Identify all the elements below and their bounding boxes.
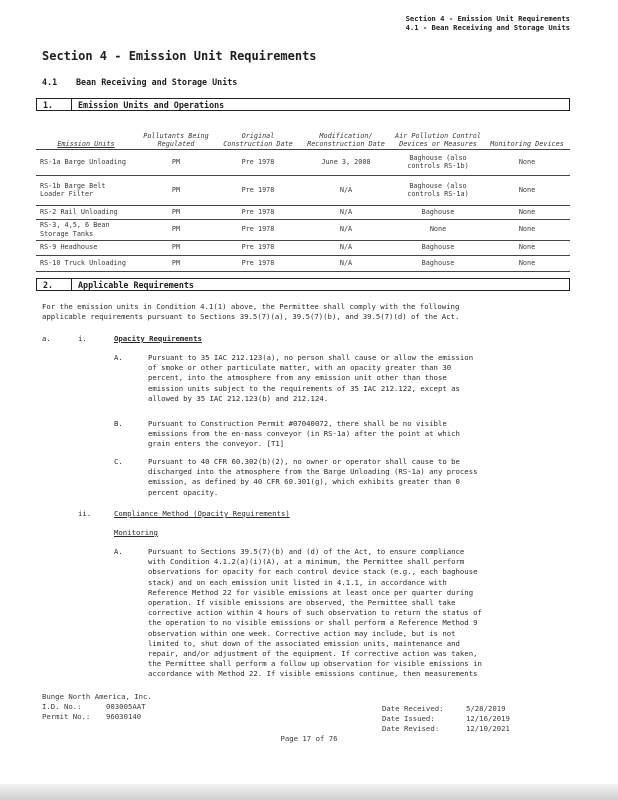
table-cell: N/A (300, 240, 392, 255)
scan-page-edge (0, 784, 618, 800)
col-header-pollutants: Pollutants Being Regulated (143, 131, 209, 148)
col-header-modification-date: Modification/ Reconstruction Date (307, 131, 385, 148)
footer-permit-label: Permit No.: (42, 712, 91, 722)
footer-received-label: Date Received: (382, 704, 444, 713)
table-cell: Pre 1978 (216, 255, 300, 271)
table-cell: Baghouse (also controls RS-1b) (392, 149, 484, 175)
intro-line: For the emission units in Condition 4.1(1) above, the Permittee shall comply with the following (42, 302, 460, 311)
table-cell: Pre 1978 (216, 240, 300, 255)
item-a-label: A. (114, 353, 123, 362)
footer-company: Bunge North America, Inc. (42, 692, 152, 701)
table-cell: Baghouse (392, 205, 484, 219)
table-row (36, 240, 570, 255)
table-cell: PM (136, 175, 216, 205)
col-header-construction-date: Original Construction Date (223, 131, 293, 148)
table-cell: Pre 1978 (216, 205, 300, 219)
opacity-requirements-heading: Opacity Requirements (114, 334, 202, 343)
col-header-monitoring-devices: Monitoring Devices (490, 139, 564, 148)
table-row (36, 175, 570, 205)
footer-revised-value: 12/10/2021 (466, 724, 510, 734)
compliance-method-heading: Compliance Method (Opacity Requirements) (114, 509, 290, 518)
table-cell: PM (136, 255, 216, 271)
table-cell: PM (136, 149, 216, 175)
table-row (36, 219, 570, 240)
part-a-letter: a. (42, 334, 51, 343)
table-cell: None (484, 205, 570, 219)
monitoring-item-a-label: A. (114, 547, 123, 556)
table-cell: PM (136, 205, 216, 219)
subsection-number: 4.1 (42, 77, 58, 87)
table-cell: Pre 1978 (216, 219, 300, 240)
page-number: Page 17 of 76 (280, 734, 338, 743)
box1-number: 1. (43, 100, 54, 110)
table-cell: None (392, 219, 484, 240)
footer-revised-label: Date Revised: (382, 724, 440, 734)
col-header-control-devices: Air Pollution Control Devices or Measures (395, 131, 481, 148)
subsection-name: Bean Receiving and Storage Units (76, 77, 238, 87)
table-cell: RS-9 Headhouse (36, 240, 136, 255)
table-cell: N/A (300, 205, 392, 219)
running-header-line2: 4.1 - Bean Receiving and Storage Units (405, 23, 570, 32)
table-cell: RS-3, 4,5, 6 Bean Storage Tanks (36, 219, 136, 240)
monitoring-item-a-text: Pursuant to Sections 39.5(7)(b) and (d) of the Act, to ensure compliance with Condition 4.1.2(a)(i)(A), at a minimum, the Permittee shall perform observations for opacity for each control device stack (e.g., each baghouse stack) and on each emission unit listed in 4.1.1, in accordance with Reference Method 22 for visible emissions at least once per quarter during operation. If visible emissions are observed, the Permittee shall take corrective action within 4 hours of such observation to return the status of the operation to no visible emissions or shall perform a Reference Method 9 observation within one week. Corrective action may include, but is not limited to, shut down of the associated emission units, maintenance and repair, and/or adjustment of the equipment. If corrective action was taken, the Permittee shall perform a follow up observation for visible emissions in accordance with Method 22. If visible emissions continue, then measurements (148, 547, 482, 679)
emission-units-table (36, 120, 570, 272)
table-cell: N/A (300, 219, 392, 240)
footer-id-label: I.D. No.: (42, 702, 82, 712)
table-cell: None (484, 175, 570, 205)
table-cell: June 3, 2008 (300, 149, 392, 175)
item-a-text: Pursuant to 35 IAC 212.123(a), no person shall cause or allow the emission of smoke or other particulate matter, with an opacity greater than 30 percent, into the atmosphere from any emission unit other than those emission units subject to the requirements of 35 IAC 212.122, except as allowed by 35 IAC 212.123(b) and 212.124. (148, 353, 474, 403)
footer-permit-value: 96030140 (106, 712, 142, 722)
table-cell: RS-2 Rail Unloading (36, 205, 136, 219)
footer-received-value: 5/28/2019 (466, 704, 506, 713)
monitoring-subheading: Monitoring (114, 528, 158, 537)
table-cell: None (484, 255, 570, 271)
emission-units-heading-box (36, 98, 570, 111)
box1-title: Emission Units and Operations (78, 100, 225, 110)
table-cell: RS-1a Barge Unloading (36, 149, 136, 175)
section-title: Section 4 - Emission Unit Requirements (42, 49, 317, 63)
item-b-label: B. (114, 419, 123, 428)
table-cell: Baghouse (also controls RS-1a) (392, 175, 484, 205)
table-cell: None (484, 149, 570, 175)
box2-number: 2. (43, 280, 54, 290)
subsection-title (42, 77, 237, 87)
intro-paragraph (42, 302, 459, 322)
table-row (36, 255, 570, 271)
table-cell: None (484, 240, 570, 255)
footer-right (382, 704, 510, 735)
item-c-label: C. (114, 457, 123, 466)
table-cell: PM (136, 240, 216, 255)
table-cell: PM (136, 219, 216, 240)
col-header-emission-units: Emission Units (57, 139, 115, 148)
footer-issued-value: 12/16/2019 (466, 714, 510, 724)
table-cell: Pre 1978 (216, 149, 300, 175)
table-cell: N/A (300, 255, 392, 271)
item-b-text: Pursuant to Construction Permit #07040072, there shall be no visible emissions from the en-mass conveyor (in RS-1a) after the point at which grain enters the conveyor. [T1] (148, 419, 460, 449)
table-row (36, 149, 570, 175)
item-c-text: Pursuant to 40 CFR 60.302(b)(2), no owner or operator shall cause to be discharged into the atmosphere from the Barge Unloading (RS-1a) any process emission, as defined by 40 CFR 60.301(g), which exhibits greater than 0 percent opacity. (148, 457, 478, 497)
intro-line: applicable requirements pursuant to Sections 39.5(7)(a), 39.5(7)(b), and 39.5(7)(d) of the Act. (42, 312, 460, 322)
table-cell: None (484, 219, 570, 240)
footer-id-value: 003005AAT (106, 702, 146, 712)
table-cell: RS-1b Barge Belt Loader Filter (36, 175, 136, 205)
footer-left (42, 692, 152, 723)
table-cell: N/A (300, 175, 392, 205)
running-header-line1: Section 4 - Emission Unit Requirements (405, 14, 570, 23)
table-cell: RS-10 Truck Unloading (36, 255, 136, 271)
applicable-requirements-heading-box (36, 278, 570, 291)
table-cell: Baghouse (392, 240, 484, 255)
part-a-roman: i. (78, 334, 87, 343)
table-cell: Pre 1978 (216, 175, 300, 205)
footer-issued-label: Date Issued: (382, 714, 435, 724)
table-cell: Baghouse (392, 255, 484, 271)
box2-title: Applicable Requirements (78, 280, 194, 290)
table-row (36, 205, 570, 219)
part-ii-roman: ii. (78, 509, 92, 518)
running-header (406, 14, 570, 32)
